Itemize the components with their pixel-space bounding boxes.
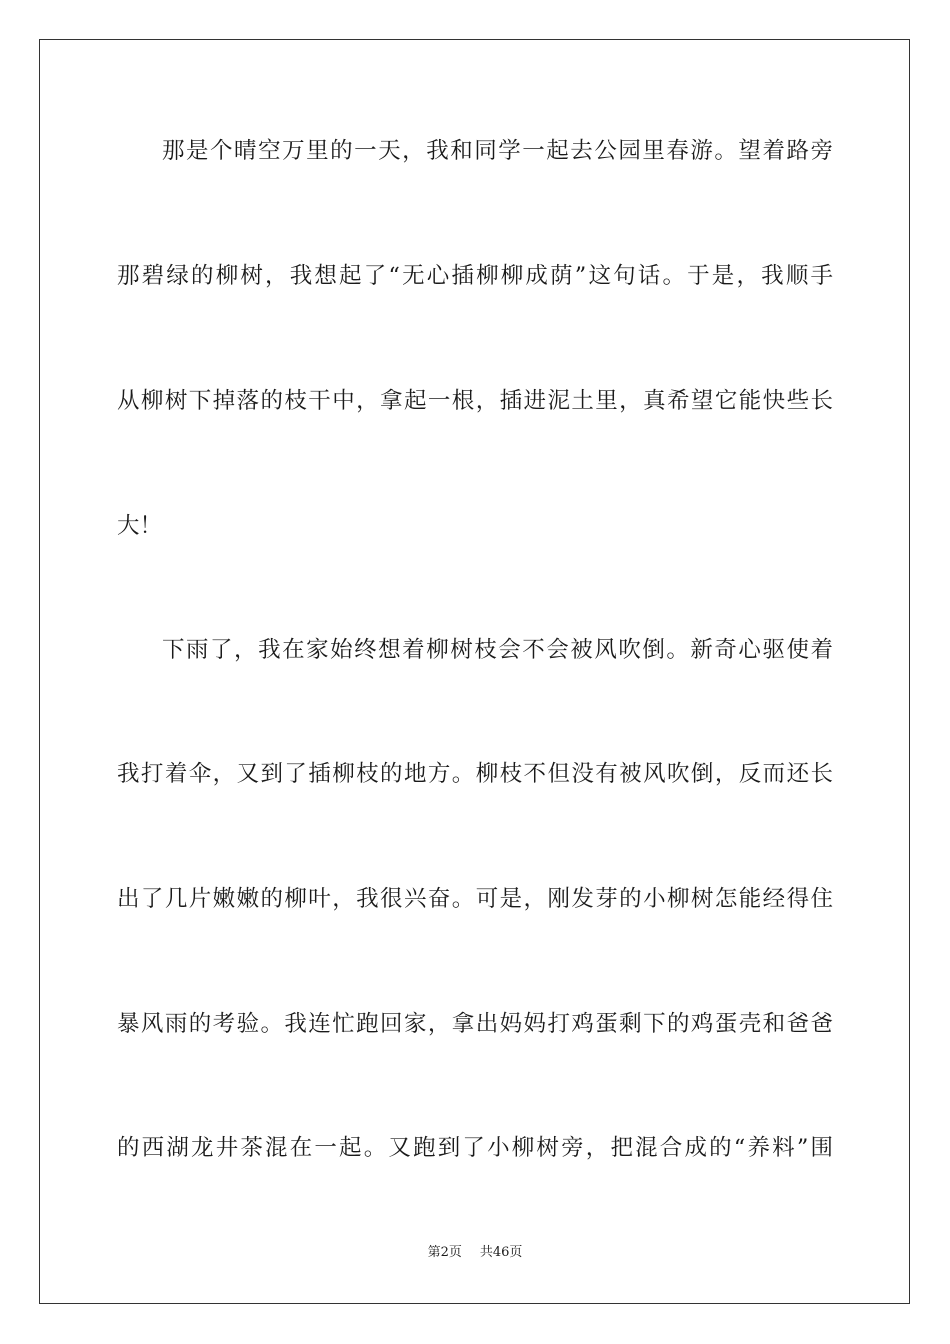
paragraph-1-line-1: 那是个晴空万里的一天，我和同学一起去公园里春游。望着路旁: [162, 138, 833, 164]
paragraph-2-line-4: 暴风雨的考验。我连忙跑回家，拿出妈妈打鸡蛋剩下的鸡蛋壳和爸爸: [117, 1011, 833, 1037]
paragraph-2-line-3: 出了几片嫩嫩的柳叶，我很兴奋。可是，刚发芽的小柳树怎能经得住: [117, 886, 833, 912]
paragraph-1-line-2: 那碧绿的柳树，我想起了“无心插柳柳成荫”这句话。于是，我顺手: [117, 263, 833, 289]
paragraph-2-line-1: 下雨了，我在家始终想着柳树枝会不会被风吹倒。新奇心驱使着: [162, 637, 833, 663]
page-footer: [0, 1245, 950, 1261]
paragraph-1-line-3: 从柳树下掉落的枝干中，拿起一根，插进泥土里，真希望它能快些长: [117, 388, 833, 414]
paragraph-1-line-4: 大！: [117, 513, 163, 539]
paragraph-2-line-2: 我打着伞，又到了插柳枝的地方。柳枝不但没有被风吹倒，反而还长: [117, 761, 833, 787]
page-border: [39, 39, 910, 1304]
total-pages: 共46页: [479, 1245, 523, 1260]
paragraph-2-line-5: 的西湖龙井茶混在一起。又跑到了小柳树旁，把混合成的“养料”围: [117, 1135, 833, 1161]
page-number: 第2页: [427, 1245, 462, 1260]
